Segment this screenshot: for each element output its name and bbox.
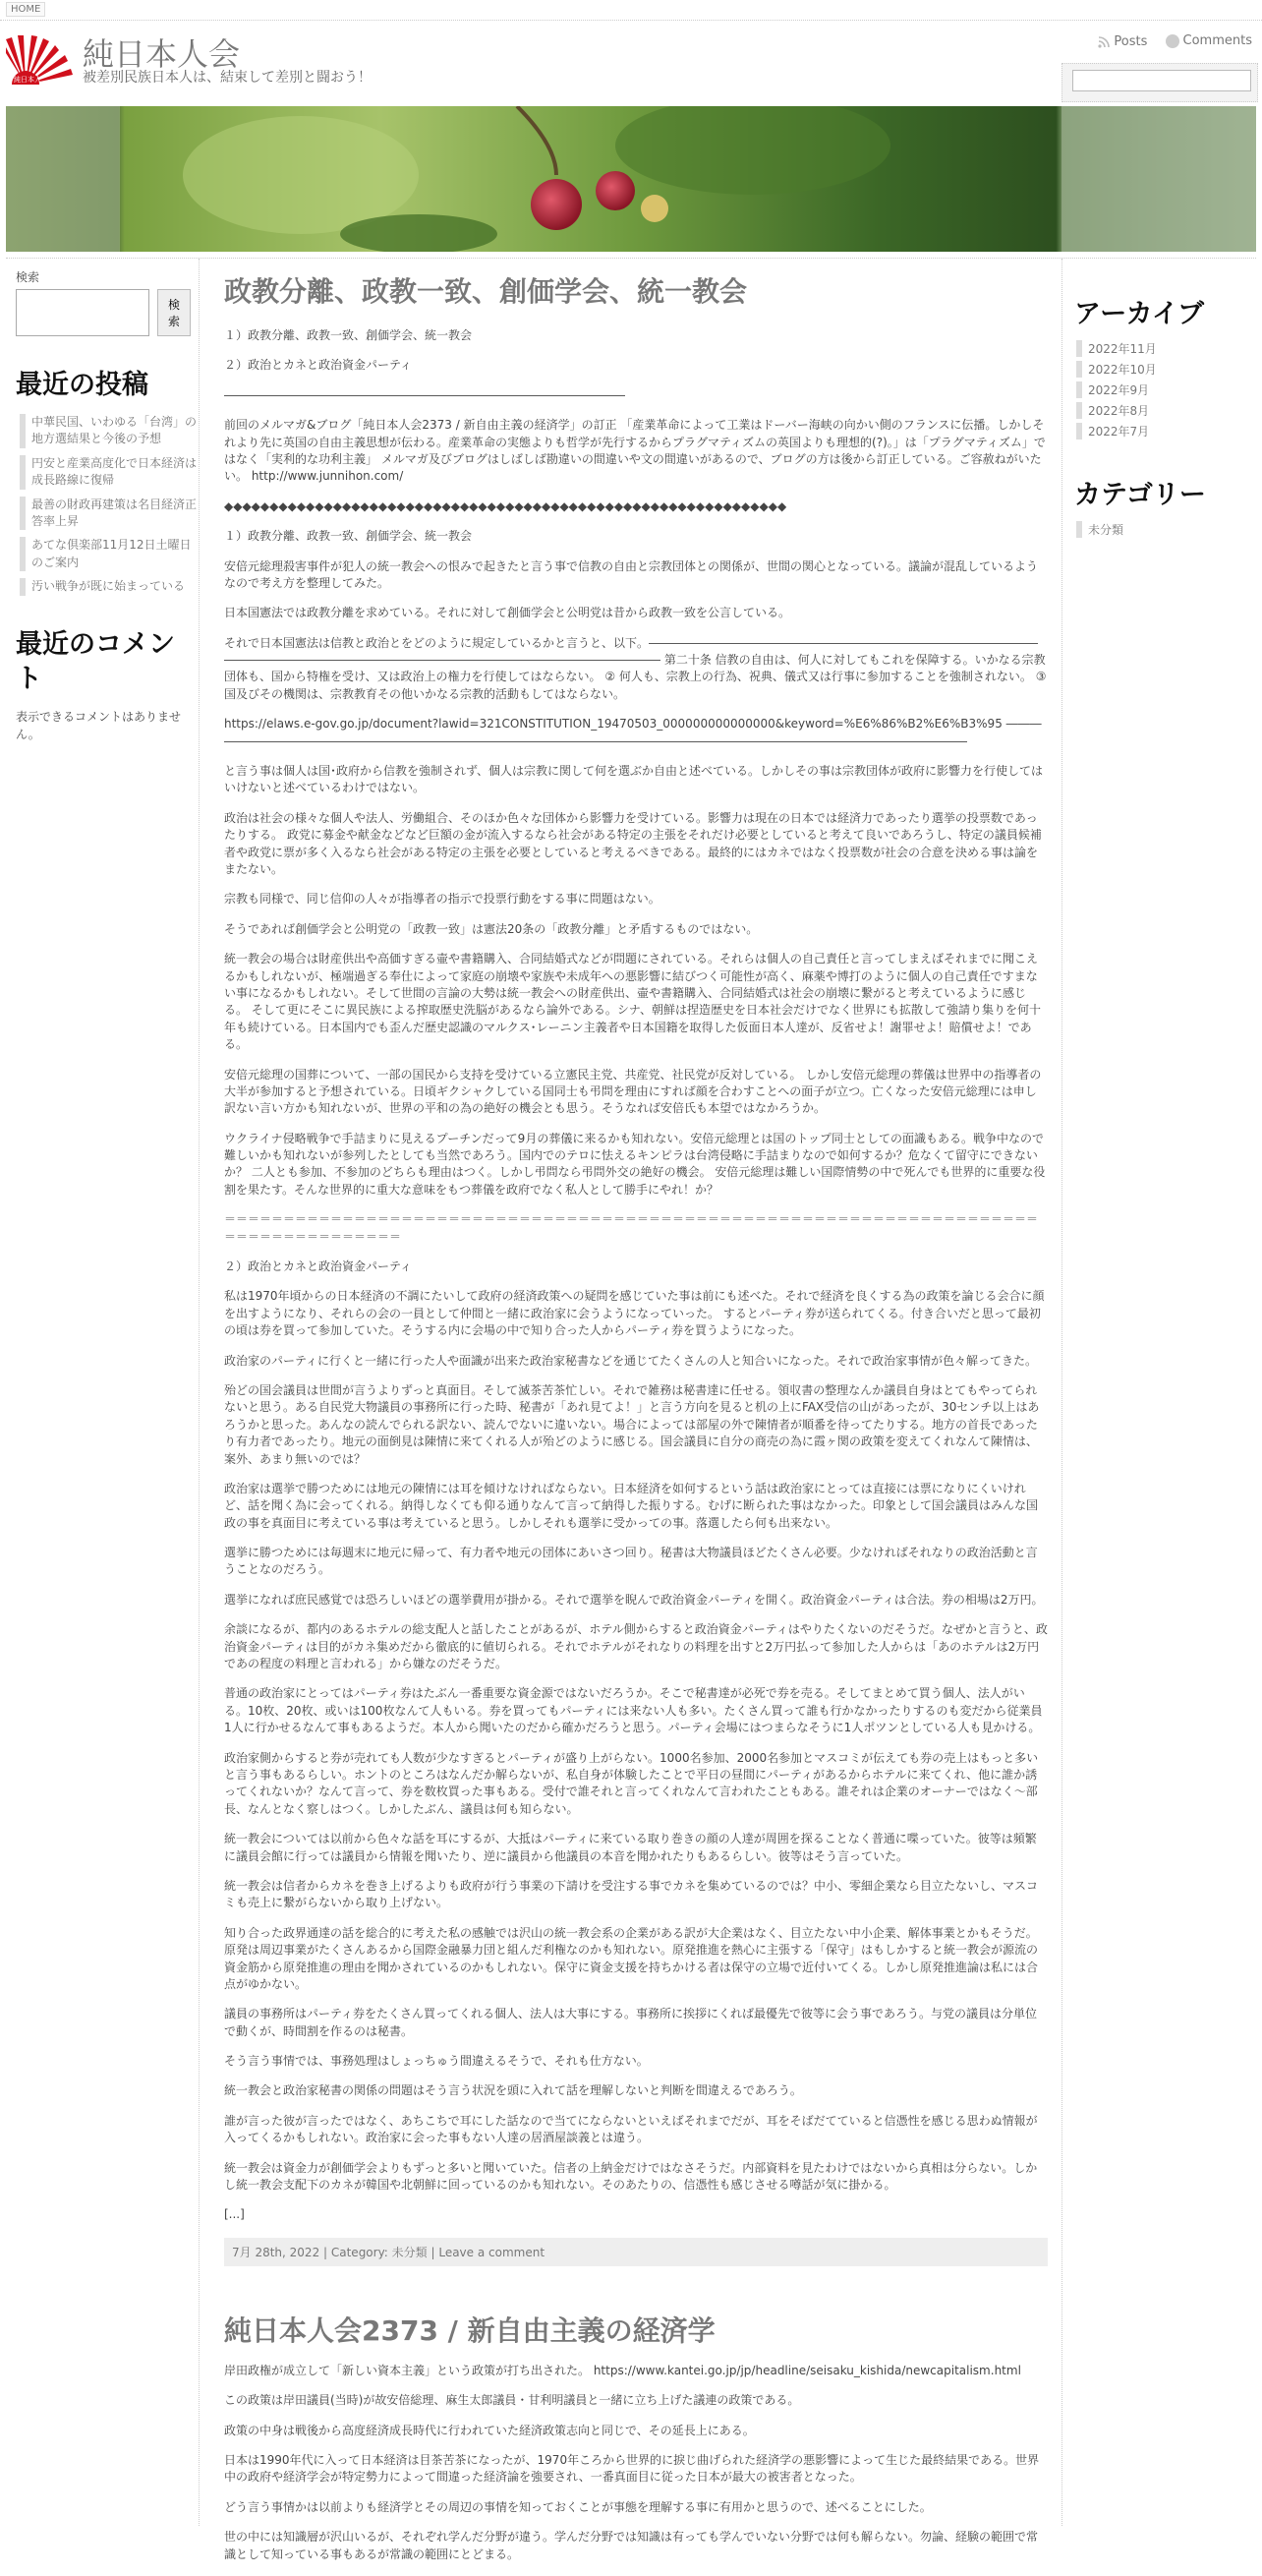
post-paragraph: ◆◆◆◆◆◆◆◆◆◆◆◆◆◆◆◆◆◆◆◆◆◆◆◆◆◆◆◆◆◆◆◆◆◆◆◆◆◆◆◆◆◆◆◆◆◆◆◆◆◆◆◆◆◆◆◆◆◆◆◆◆◆: [224, 498, 787, 513]
recent-post-link[interactable]: あてな倶楽部11月12日土曜日のご案内: [20, 537, 199, 571]
site-description: 被差別民族日本人は、結束して差別と闘おう！: [83, 70, 372, 86]
post-paragraph: 選挙になれば庶民感覚では恐ろしいほどの選挙費用が掛かる。それで選挙を睨んで政治資金パーティを開く。政治資金パーティは合法。券の相場は2万円。: [224, 1592, 1044, 1607]
post-title[interactable]: 政教分離、政教一致、創価学会、統一教会: [224, 275, 748, 308]
post-paragraph: 政治家側からすると券が売れても人数が少なすぎるとパーティが盛り上がらない。1000名参加、2000名参加とマスコミが伝えても券の売上はもっと多いと言う事もあるらしい。ホントのところはなんだか解らないが、私自身が体験したことで平日の昼間にパーティがあるからホテルに来てくれ、他に誰か誘ってくれないか？なんて言って、券を数枚買った事もある。受付で誰それと言ってくれなんて言われたこともある。誰それは企業のオーナーではなく～部長、なんとなく察しはつく。しかしたぶん、議員は何も知らない。: [224, 1750, 1039, 1816]
recent-comments-heading: 最近のコメント: [16, 628, 175, 694]
post-paragraph: １）政教分離、政教一致、創価学会、統一教会: [224, 529, 473, 544]
post-paragraph: どう言う事情かは以前よりも経済学とその周辺の事情を知っておくことが事態を理解する事に有用かと思うので、述べることにした。: [224, 2499, 932, 2514]
post-paragraph: この政策は岸田議員(当時)が故安倍総理、麻生太郎議員・甘利明議員と一緒に立ち上げた議連の政策である。: [224, 2393, 800, 2408]
site-title[interactable]: 純日本人会: [83, 35, 241, 73]
archive-link[interactable]: 2022年10月: [1076, 361, 1257, 378]
posts-feed-link[interactable]: [1098, 34, 1147, 49]
logo-text: 純日本人: [14, 76, 41, 84]
recent-post-link[interactable]: 円安と産業高度化で日本経済は成長路線に復帰: [20, 455, 199, 490]
post-paragraph: 前回のメルマガ&ブログ「純日本人会2373 / 新自由主義の経済学」の訂正 「産業革命によって工業はドーバー海峡の向かい側のフランスに伝播。しかしそれより先に英国の自由主義思想が伝わる。産業革命の実態よりも哲学が先行するからプラグマティズムの英国よりも理想的(?)。」は「プラグマティズム」ではなく「実利的な功利主義」 メルマガ及びブログはしばしば勘違いの間違いや文の間違いがあるので、ブログの方は後から訂正している。ご容赦ねがいたい。 http://www.junnihon.com/: [224, 418, 1046, 484]
post-paragraph: そうであれば創価学会と公明党の「政教一致」は憲法20条の「政教分離」と矛盾するものではない。: [224, 921, 759, 936]
post-paragraph: 政治は社会の様々な個人や法人、労働組合、そのほか色々な団体から影響力を受けている。影響力は現在の日本では経済力であったり選挙の投票数であったりする。 政党に募金や献金などなど巨額の金が流入するなら社会がある特定の主張をそれだけ必要としていると考えて良いであろうし、特定の議員候補者や政党に票が多く入るなら社会がある特定の主張を必要としていると考えるべきである。最終的にはカネではなく投票数が社会の合意を決める事は論をまたない。: [224, 810, 1042, 876]
post-paragraph: 宗教も同様で、同じ信仰の人々が指導者の指示で投票行動をする事に問題はない。: [224, 892, 660, 907]
post-paragraph: 統一教会と政治家秘書の関係の問題はそう言う状況を頭に入れて話を理解しないと判断を間違えるであろう。: [224, 2083, 802, 2098]
archives-list: [1076, 340, 1257, 439]
recent-posts-heading: 最近の投稿: [16, 370, 148, 400]
site-logo[interactable]: [6, 35, 73, 85]
header-search-box: [1061, 63, 1258, 102]
post-body: [224, 327, 1048, 2224]
recent-post-link[interactable]: 最善の財政再建策は名目経済正答率上昇: [20, 497, 199, 531]
sidebar-search-input[interactable]: [16, 289, 149, 336]
post-paragraph: 岸田政権が成立して「新しい資本主義」という政策が打ち出された。 https://www.kantei.go.jp/jp/headline/seisaku_kishida/newcapitalism.html: [224, 2363, 1021, 2377]
post-paragraph: ――――――――――――――――――――――――――――――――――: [224, 387, 625, 402]
categories-heading: カテゴリー: [1074, 480, 1206, 510]
archives-heading: アーカイブ: [1074, 299, 1205, 329]
post-paragraph: 選挙に勝つためには毎週末に地元に帰って、有力者や地元の団体にあいさつ回り。秘書は大物議員ほどたくさん必要。少なければそれなりの政治活動と言うことなのだろう。: [224, 1546, 1038, 1577]
rss-icon: [1098, 36, 1110, 48]
post-paragraph: １）政教分離、政教一致、創価学会、統一教会: [224, 328, 473, 342]
post-paragraph: 政治家のパーティに行くと一緒に行った人や面識が出来た政治家秘書などを通じてたくさんの人と知合いになった。それで政治家事情が色々解ってきた。: [224, 1353, 1038, 1368]
post-paragraph: 議員の事務所はパーティ券をたくさん買ってくれる個人、法人は大事にする。事務所に挨拶にくれば最優先で彼等に会う事であろう。与党の議員は分単位で動くが、時間割を作るのは秘書。: [224, 2007, 1038, 2038]
category-link[interactable]: 未分類: [1076, 521, 1257, 538]
no-comments-text: 表示できるコメントはありません。: [16, 709, 182, 741]
content-wrapper: [6, 258, 1256, 2561]
home-tab[interactable]: HOME: [6, 2, 45, 17]
header-search-input[interactable]: [1072, 70, 1251, 91]
post-paragraph: 私は1970年頃からの日本経済の不調にたいして政府の経済政策への疑問を感じていた事は前にも述べた。それで経済を良くする為の政策を論じる会合に顔を出すようになり、それらの会の一員として仲間と一緒に政治家に会うようになっていった。 するとパーティ券が送られてくる。付き合いだと思って最初の頃は券を買って参加していた。そうする内に会場の中で知り合った人からパーティ券を買うようになった。: [224, 1289, 1045, 1338]
post-paragraph: [...]: [224, 2207, 245, 2222]
post-paragraph: 統一教会は資金力が創価学会よりもずっと多いと聞いていた。信者の上納金だけではなさそうだ。内部資料を見たわけではないから真相は分らない。しかし統一教会支配下のカネが韓国や北朝鮮に回っているのかも知れない。そのあたりの、信憑性も感じさせる噂話が気に掛かる。: [224, 2160, 1038, 2193]
post-paragraph: ウクライナ侵略戦争で手詰まりに見えるプーチンだって9月の葬儀に来るかも知れない。安倍元総理とは国のトップ同士としての面識もある。戦争中なので難しいかも知れないが参列したとしても当然であろう。国内でのテロに怯えるキンピラは台湾侵略に手詰まりなので如何するか？危なくて留守にできないか？ 二人とも参加、不参加のどちらも理由はつく。しかし弔問なら弔問外交の絶好の機会。 安倍元総理は難しい国際情勢の中で死んでも世界的に重要な役割を果たす。そんな世界的に重大な意味をもつ葬儀を政府でなく私人として勝手にやれ！か？: [224, 1131, 1046, 1197]
comments-feed-label: Comments: [1182, 33, 1252, 48]
post-paragraph: ２）政治とカネと政治資金パーティ: [224, 358, 413, 373]
post-body: [224, 2363, 1048, 2563]
post-paragraph: 政治家は選挙で勝つためには地元の陳情には耳を傾けなければならない。日本経済を如何するという話は政治家にとっては直接には票になりにくいけれど、話を聞く為に会ってくれる。納得しなくても仰る通りなんて言って納得した振りする。むげに断られた事はなかった。印象として国会議員はみんな国政の事を真面目に考えている事は考えていると思う。しかしそれも選挙に受かっての事。落選したら何も出来ない。: [224, 1481, 1039, 1530]
post-paragraph: ２）政治とカネと政治資金パーティ: [224, 1259, 413, 1274]
recent-post-link[interactable]: 中華民国、いわゆる「台湾」の地方選結果と今後の予想: [20, 414, 199, 448]
posts-feed-label: Posts: [1114, 34, 1148, 49]
feed-links: [1084, 33, 1252, 52]
left-sidebar: [6, 259, 200, 2526]
post-meta: 7月 28th, 2022 | Category: 未分類 | Leave a comment: [224, 2238, 1048, 2266]
post-paragraph: 普通の政治家にとってはパーティ券はたぶん一番重要な資金源ではないだろうか。そこで秘書達が必死で券を売る。そしてまとめて買う個人、法人がいる。10枚、20枚、或いは100枚なんて人もいる。券を買ってもパーティには来ない人も多い。たくさん買って誰も行かなかったりするのも変だから従業員1人に行かせるなんて事もあるようだ。本人から聞いたのだから確かだろうと思う。パーティ会場にはつまらなそうに1人ポツンとしている人も見かける。: [224, 1686, 1043, 1735]
post-paragraph: 知り合った政界通達の話を総合的に考えた私の感触では沢山の統一教会系の企業がある訳が大企業はなく、目立たない中小企業、解体事業とかもそうだ。原発は周辺事業がたくさんあるから国際金融暴力団と組んだ利権なのかも知れない。原発推進を熱心に主張する「保守」はもしかすると統一教会が源流の資金筋から原発推進の理由を聞かされているのかもしれない。保守に資金支援を持ちかける者は保守の立場で近付いてくる。しかし原発推進論は私には合点がゆかない。: [224, 1925, 1039, 1991]
post-paragraph: 統一教会については以前から色々な話を耳にするが、大抵はパーティに来ている取り巻きの顔の人達が周囲を探ることなく普通に喋っていた。彼等は頻繁に議員会館に行っては議員から情報を聞いたり、逆に議員から他議員の本音を聞かれたりもあるらしい。彼等はそう言っていた。: [224, 1832, 1037, 1863]
post-paragraph: 日本国憲法では政教分離を求めている。それに対して創価学会と公明党は昔から政教一致を公言している。: [224, 606, 791, 620]
archive-link[interactable]: 2022年7月: [1076, 423, 1257, 439]
search-widget-label: 検索: [16, 270, 40, 284]
post-paragraph: 統一教会の場合は財産供出や高価すぎる壷や書籍購入、合同結婚式などが問題にされている。それらは個人の自己責任と言ってしまえばそれまでに聞こえるかもしれないが、極端過ぎる奉仕によって家庭の崩壊や家族や未成年への悪影響に結びつく可能性が高く、麻薬や博打のように個人の自己責任ですまない事になるかもしれない。そして世間の言論の大勢は統一教会への財産供出、壷や書籍購入、合同結婚式は社会の崩壊に繋がると考えているように感じる。 そして更にそこに異民族による搾取歴史洗脳があるなら論外である。シナ、朝鮮は捏造歴史を日本社会だけでなく世界にも拡散して強請り集りを何十年も続けている。日本国内でも歪んだ歴史認識のマルクス･レーニン主義者や日本国籍を取得した仮面日本人達が、反省せよ！謝罪せよ！賠償せよ！である。: [224, 952, 1041, 1052]
post-paragraph: 世の中には知識層が沢山いるが、それぞれ学んだ分野が違う。学んだ分野では知識は有っても学んでいない分野では何も解らない。勿論、経験の範囲で常識として知っている事もあるが常識の範囲にとどまる。: [224, 2530, 1039, 2561]
header-banner-image: [6, 106, 1256, 252]
comments-feed-link[interactable]: [1166, 33, 1252, 48]
post-paragraph: 日本は1990年代に入って日本経済は目茶苦茶になったが、1970年ころから世界的に捩じ曲げられた経済学の悪影響によって生じた最終結果である。世界中の政府や経済学会が特定勢力によって間違った経済論を強要され、一番真面目に従った日本が最大の被害者となった。: [224, 2452, 1040, 2485]
post-paragraph: 誰が言った彼が言ったではなく、あちこちで耳にした話なので当てにならないといえばそれまでだが、耳をそばだてていると信憑性を感じる思わぬ情報が入ってくるかもしれない。政治家に会った事もない人達の居酒屋談義とは違う。: [224, 2113, 1038, 2145]
post-paragraph: そう言う事情では、事務処理はしょっちゅう間違えるそうで、それも仕方ない。: [224, 2054, 649, 2069]
post-paragraph: と言う事は個人は国･政府から信教を強制されず、個人は宗教に関して何を選ぶか自由と述べている。しかしその事は宗教団体が政府に影響力を行使してはいけないと述べているわけではない。: [224, 764, 1044, 795]
top-nav-bar: [0, 0, 1262, 21]
post-paragraph: それで日本国憲法は信教と政治とをどのように規定しているかと言うと、以下。―――――――――――――――――――――――――――――――――――――――――――――――――――――――――――――――――――――― 第二十条 信教の自由は、何人に対してもこれを保障する。いかなる宗教団体も、国から特権を受け、又は政治上の権力を行使してはならない。 ② 何人も、宗教上の行為、祝典、儀式又は行事に参加することを強制されない。 ③ 国及びその機関は、宗教教育その他いかなる宗教的活動もしてはならない。: [224, 635, 1047, 701]
recent-posts-list: [20, 414, 199, 596]
sidebar-search-button[interactable]: 検索: [157, 289, 191, 336]
main-content: [212, 259, 1048, 2576]
recent-post-link[interactable]: 汚い戦争が既に始まっている: [20, 578, 199, 595]
archive-link[interactable]: 2022年8月: [1076, 402, 1257, 419]
categories-list: [1076, 521, 1257, 538]
right-sidebar: [1061, 259, 1257, 2526]
post-paragraph: 政策の中身は戦後から高度経済成長時代に行われていた経済政策志向と同じで、その延長上にある。: [224, 2423, 755, 2437]
post-paragraph: 殆どの国会議員は世間が言うよりずっと真面目。そして滅茶苦茶忙しい。それで雑務は秘書達に任せる。領収書の整理なんか議員自身はとてもやってられないと思う。ある自民党大物議員の事務所に行った時、秘書が「あれ見てよ！」と言う方向を見ると机の上にFAX受信の山があったが、30センチ以上はあろうかと思った。あんなの読んでられる訳ない、読んでないに違いない。場合によっては部屋の外で陳情者が順番を待ってたりする。地方の首長であったり有力者であったり。地元の面倒見は陳情に来てくれる人が殆どのように感じる。国会議員に自分の商売の為に霞ヶ関の政策を変えてくれなんて陳情は、案外、あまり無いのでは？: [224, 1382, 1040, 1466]
post-paragraph: 安倍元総理の国葬について、一部の国民から支持を受けている立憲民主党、共産党、社民党が反対している。 しかし安倍元総理の葬儀は世界中の指導者の大半が参加すると予想されている。日頃ギクシャクしている国同士も弔問を理由にすれば顔を合わすことへの面子が立つ。亡くなった安倍元総理には申し訳ない言い方かも知れないが、世界の平和の為の絶好の機会とも思う。そうなれば安倍氏も本望ではなかろうか。: [224, 1067, 1042, 1116]
sidebar-search-form: [16, 289, 199, 336]
comment-bubble-icon: [1166, 34, 1179, 48]
archive-link[interactable]: 2022年9月: [1076, 381, 1257, 398]
post-paragraph: 統一教会は信者からカネを巻き上げるよりも政府が行う事業の下請けを受注する事でカネを集めているのでは？中小、零細企業なら目立たないし、マスコミも売上に繋がらないから取り上げない。: [224, 1878, 1039, 1910]
archive-link[interactable]: 2022年11月: [1076, 340, 1257, 357]
post-paragraph: https://elaws.e-gov.go.jp/document?lawid=321CONSTITUTION_19470503_000000000000000&keyword=%E6%86%B2%E6%B3%95 ――――――――――――――――――――――――――――――――――――――――――――――――――――――――――――――――――: [224, 717, 1042, 748]
post-paragraph: 余談になるが、都内のあるホテルの総支配人と話したことがあるが、ホテル側からすると政治資金パーティはやりたくないのだそうだ。なぜかと言うと、政治資金パーティは目的がカネ集めだから徹底的に値切られる。それでホテルがそれなりの料理を出すと2万円払って参加した人からは「あのホテルは2万円であの程度の料理と言われる」から嫌なのだそうだ。: [224, 1622, 1048, 1671]
post-paragraph: ＝＝＝＝＝＝＝＝＝＝＝＝＝＝＝＝＝＝＝＝＝＝＝＝＝＝＝＝＝＝＝＝＝＝＝＝＝＝＝＝＝＝＝＝＝＝＝＝＝＝＝＝＝＝＝＝＝＝＝＝＝＝＝＝＝＝＝＝＝＝＝＝＝＝＝＝＝＝＝＝＝＝＝＝: [224, 1212, 1039, 1244]
post-title[interactable]: 純日本人会2373 / 新自由主義の経済学: [224, 2313, 716, 2347]
post-paragraph: 安倍元総理殺害事件が犯人の統一教会への恨みで起きたと言う事で信教の自由と宗教団体との関係が、世間の関心となっている。議論が混乱しているようなので考え方を整理してみた。: [224, 558, 1039, 590]
